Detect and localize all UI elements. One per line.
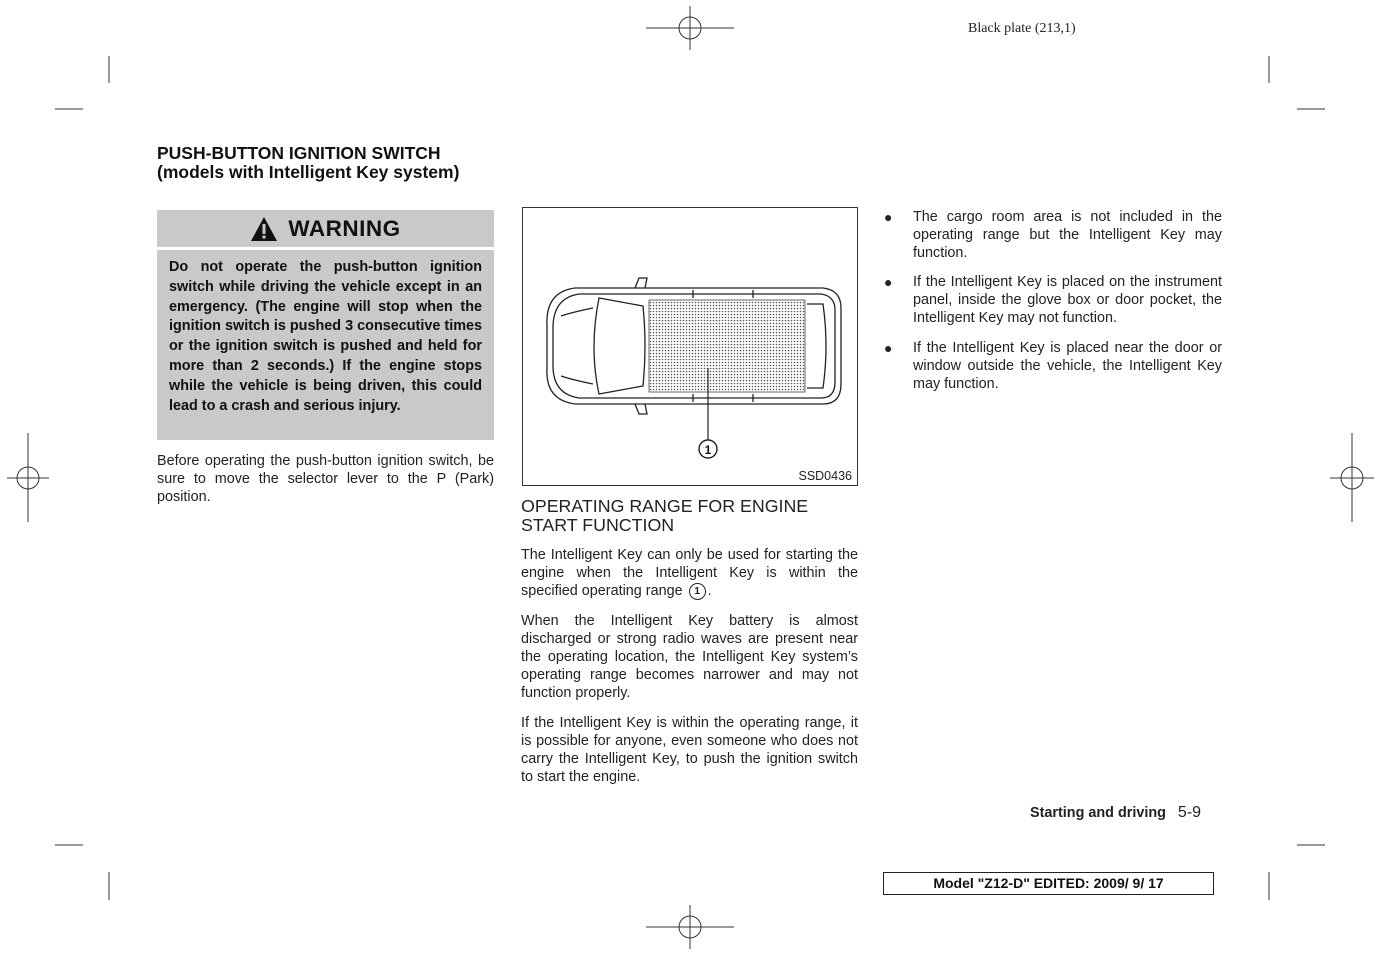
operating-range-area xyxy=(649,300,805,392)
section-title-line2: (models with Intelligent Key system) xyxy=(157,162,460,182)
list-item xyxy=(884,339,1222,393)
paragraph-operating-range-text: The Intelligent Key can only be used for starting the engine when the Intelligent Key is within the specified operating range xyxy=(521,547,858,600)
bullet-text: If the Intelligent Key is placed near the door or window outside the vehicle, the Intelligent Key may function. xyxy=(913,339,1222,392)
warning-text: Do not operate the push-button ignition switch while driving the vehicle except in an emergency. (The engine will stop when the ignition switch is pushed 3 consecutive times or the ignition switch is pushed and held for more than 2 seconds.) If the engine stops while the vehicle is being driven, this could lead to a crash and serious injury. xyxy=(169,259,482,414)
bullet-text: If the Intelligent Key is placed on the instrument panel, inside the glove box or door pocket, the Intelligent Key may not function. xyxy=(913,274,1222,327)
warning-header xyxy=(157,210,494,250)
callout-number: 1 xyxy=(704,443,712,457)
section-title-line1: PUSH-BUTTON IGNITION SWITCH xyxy=(157,143,441,163)
vehicle-top-view-illustration xyxy=(523,208,857,485)
bullet-dot-icon: ● xyxy=(884,209,893,225)
warning-triangle-icon xyxy=(250,216,278,242)
model-edited-stamp: Model "Z12-D" EDITED: 2009/ 9/ 17 xyxy=(883,872,1214,895)
inline-callout-1-icon: 1 xyxy=(689,583,706,600)
figure-code: SSD0436 xyxy=(798,469,852,483)
section-title xyxy=(157,144,459,182)
figure-operating-range xyxy=(522,207,858,486)
page-footer xyxy=(1030,804,1201,822)
paragraph-operating-range-end: . xyxy=(707,583,712,600)
plate-label: Black plate (213,1) xyxy=(968,21,1076,36)
warning-label: WARNING xyxy=(288,215,401,241)
bullet-dot-icon: ● xyxy=(884,339,893,356)
page-number: 5-9 xyxy=(1177,804,1202,821)
bullet-dot-icon: ● xyxy=(884,274,893,291)
bullet-list xyxy=(884,208,1222,404)
warning-box xyxy=(157,210,494,440)
paragraph-operating-range xyxy=(521,546,858,600)
list-item xyxy=(884,273,1222,327)
subsection-title: OPERATING RANGE FOR ENGINE START FUNCTION xyxy=(521,496,809,535)
paragraph-anyone: If the Intelligent Key is within the operating range, it is possible for anyone, even someone who does not carry the Intelligent Key, to push the ignition switch to start the engine. xyxy=(521,715,858,786)
footer-section: Starting and driving xyxy=(1030,805,1166,821)
list-item xyxy=(884,208,1222,262)
intro-paragraph: Before operating the push-button ignition switch, be sure to move the selector lever to the P (Park) position. xyxy=(157,453,494,506)
paragraph-battery: When the Intelligent Key battery is almost discharged or strong radio waves are present near the operating location, the Intelligent Key system’s operating range becomes narrower and may not function properly. xyxy=(521,613,858,702)
bullet-text: The cargo room area is not included in the operating range but the Intelligent Key may function. xyxy=(913,209,1222,262)
